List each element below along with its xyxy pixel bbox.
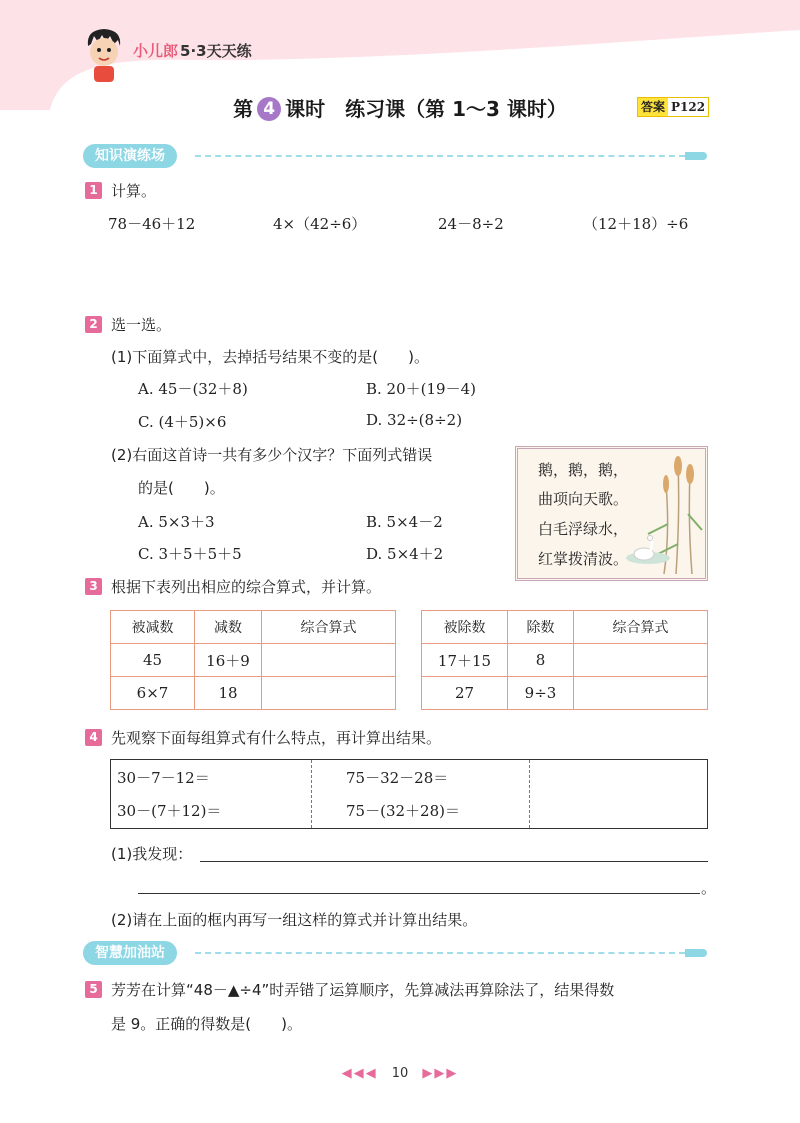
q2-part1-option-b[interactable]: B. 20＋(19－4) (366, 380, 476, 398)
table-cell: 9÷3 (508, 677, 574, 710)
question-number-3: 3 (85, 578, 102, 595)
section-divider (195, 155, 685, 157)
q2-part2-option-a[interactable]: A. 5×3＋3 (138, 513, 215, 531)
answer-label: 答案 (638, 98, 668, 116)
table-cell: 16＋9 (195, 644, 262, 677)
mascot-icon (82, 26, 126, 84)
page-number: 10 (391, 1066, 409, 1081)
table-cell: 17＋15 (422, 644, 508, 677)
observation-box (110, 759, 708, 829)
table-header: 综合算式 (574, 611, 708, 644)
goose-reed-illustration (618, 454, 706, 576)
box-divider (529, 760, 530, 828)
table-cell: 6×7 (111, 677, 195, 710)
division-table (421, 610, 708, 710)
table-cell: 45 (111, 644, 195, 677)
answer-cell[interactable] (262, 644, 396, 677)
answer-line[interactable] (200, 861, 708, 862)
q2-part2-stem-line1: (2)右面这首诗一共有多少个汉字？下面列式错误 (111, 446, 433, 464)
question-number-4: 4 (85, 729, 102, 746)
table-cell: 27 (422, 677, 508, 710)
section-divider (195, 952, 685, 954)
answer-page: P122 (668, 98, 708, 116)
q2-part1-option-a[interactable]: A. 45－(32＋8) (138, 380, 248, 398)
table-header: 被除数 (422, 611, 508, 644)
brand-name: 小儿郎 (133, 42, 179, 60)
table-cell: 8 (508, 644, 574, 677)
lesson-prefix: 第 (233, 97, 254, 121)
pencil-icon (685, 949, 707, 957)
page-footer (0, 1066, 800, 1081)
q1-expr-1: 78－46＋12 (108, 215, 196, 233)
lesson-number-badge: 4 (257, 97, 281, 121)
poem-card (515, 446, 708, 581)
q1-expr-2: 4×（42÷6） (273, 215, 367, 233)
q1-title: 计算。 (111, 182, 157, 200)
question-number-5: 5 (85, 981, 102, 998)
pencil-icon (685, 152, 707, 160)
question-number-2: 2 (85, 316, 102, 333)
q5-line2: 是 9。正确的得数是( )。 (111, 1015, 303, 1033)
q3-title: 根据下表列出相应的综合算式，并计算。 (111, 578, 382, 596)
q4-part2: (2)请在上面的框内再写一组这样的算式并计算出结果。 (111, 911, 478, 929)
table-header: 综合算式 (262, 611, 396, 644)
q2-part1-option-c[interactable]: C. (4＋5)×6 (138, 413, 227, 431)
blank-answer-area[interactable] (531, 760, 707, 828)
table-header: 除数 (508, 611, 574, 644)
section-pill-practice: 知识演练场 (83, 144, 177, 168)
question-number-1: 1 (85, 182, 102, 199)
q2-part1-option-d[interactable]: D. 32÷(8÷2) (366, 411, 463, 429)
q2-part2-option-c[interactable]: C. 3＋5＋5＋5 (138, 545, 242, 563)
table-row (422, 677, 708, 710)
table-header: 减数 (195, 611, 262, 644)
q4-group1-expr1: 30－7－12＝ (117, 769, 210, 787)
q4-group1-expr2: 30－(7＋12)＝ (117, 802, 222, 820)
lesson-suffix: 课时 练习课（第 1～3 课时） (285, 97, 567, 121)
poem-line-3: 白毛浮绿水， (538, 520, 629, 538)
q2-part2-option-d[interactable]: D. 5×4＋2 (366, 545, 444, 563)
prev-arrows-icon: ◀◀◀ (341, 1066, 378, 1081)
answer-line[interactable] (138, 893, 700, 894)
q2-part1-stem: (1)下面算式中，去掉括号结果不变的是( )。 (111, 348, 429, 366)
q4-title: 先观察下面每组算式有什么特点，再计算出结果。 (111, 729, 442, 747)
q4-group2-expr2: 75－(32＋28)＝ (346, 802, 460, 820)
brand (133, 40, 252, 61)
q2-part2-option-b[interactable]: B. 5×4－2 (366, 513, 443, 531)
answer-cell[interactable] (262, 677, 396, 710)
answer-cell[interactable] (574, 644, 708, 677)
section-pill-challenge: 智慧加油站 (83, 941, 177, 965)
poem-line-2: 曲项向天歌。 (538, 490, 629, 508)
q4-part1-label: (1)我发现： (111, 845, 193, 863)
q1-expr-4: （12＋18）÷6 (583, 215, 689, 233)
sentence-end: 。 (701, 879, 717, 897)
q1-expr-3: 24－8÷2 (438, 215, 504, 233)
series-name: 5·3天天练 (180, 42, 252, 60)
next-arrows-icon: ▶▶▶ (422, 1066, 459, 1081)
q4-group2-expr1: 75－32－28＝ (346, 769, 449, 787)
poem-line-1: 鹅，鹅，鹅， (538, 461, 629, 479)
q2-part2-stem-line2: 的是( )。 (138, 479, 225, 497)
answer-cell[interactable] (574, 677, 708, 710)
box-divider (311, 760, 312, 828)
subtraction-table (110, 610, 396, 710)
table-row (422, 644, 708, 677)
answer-ref[interactable] (637, 97, 709, 117)
q5-line1: 芳芳在计算“48－▲÷4”时弄错了运算顺序，先算减法再算除法了，结果得数 (111, 981, 615, 999)
poem-line-4: 红掌拨清波。 (538, 550, 629, 568)
table-row (111, 644, 396, 677)
q2-title: 选一选。 (111, 316, 172, 334)
table-cell: 18 (195, 677, 262, 710)
table-header: 被减数 (111, 611, 195, 644)
table-row (111, 677, 396, 710)
